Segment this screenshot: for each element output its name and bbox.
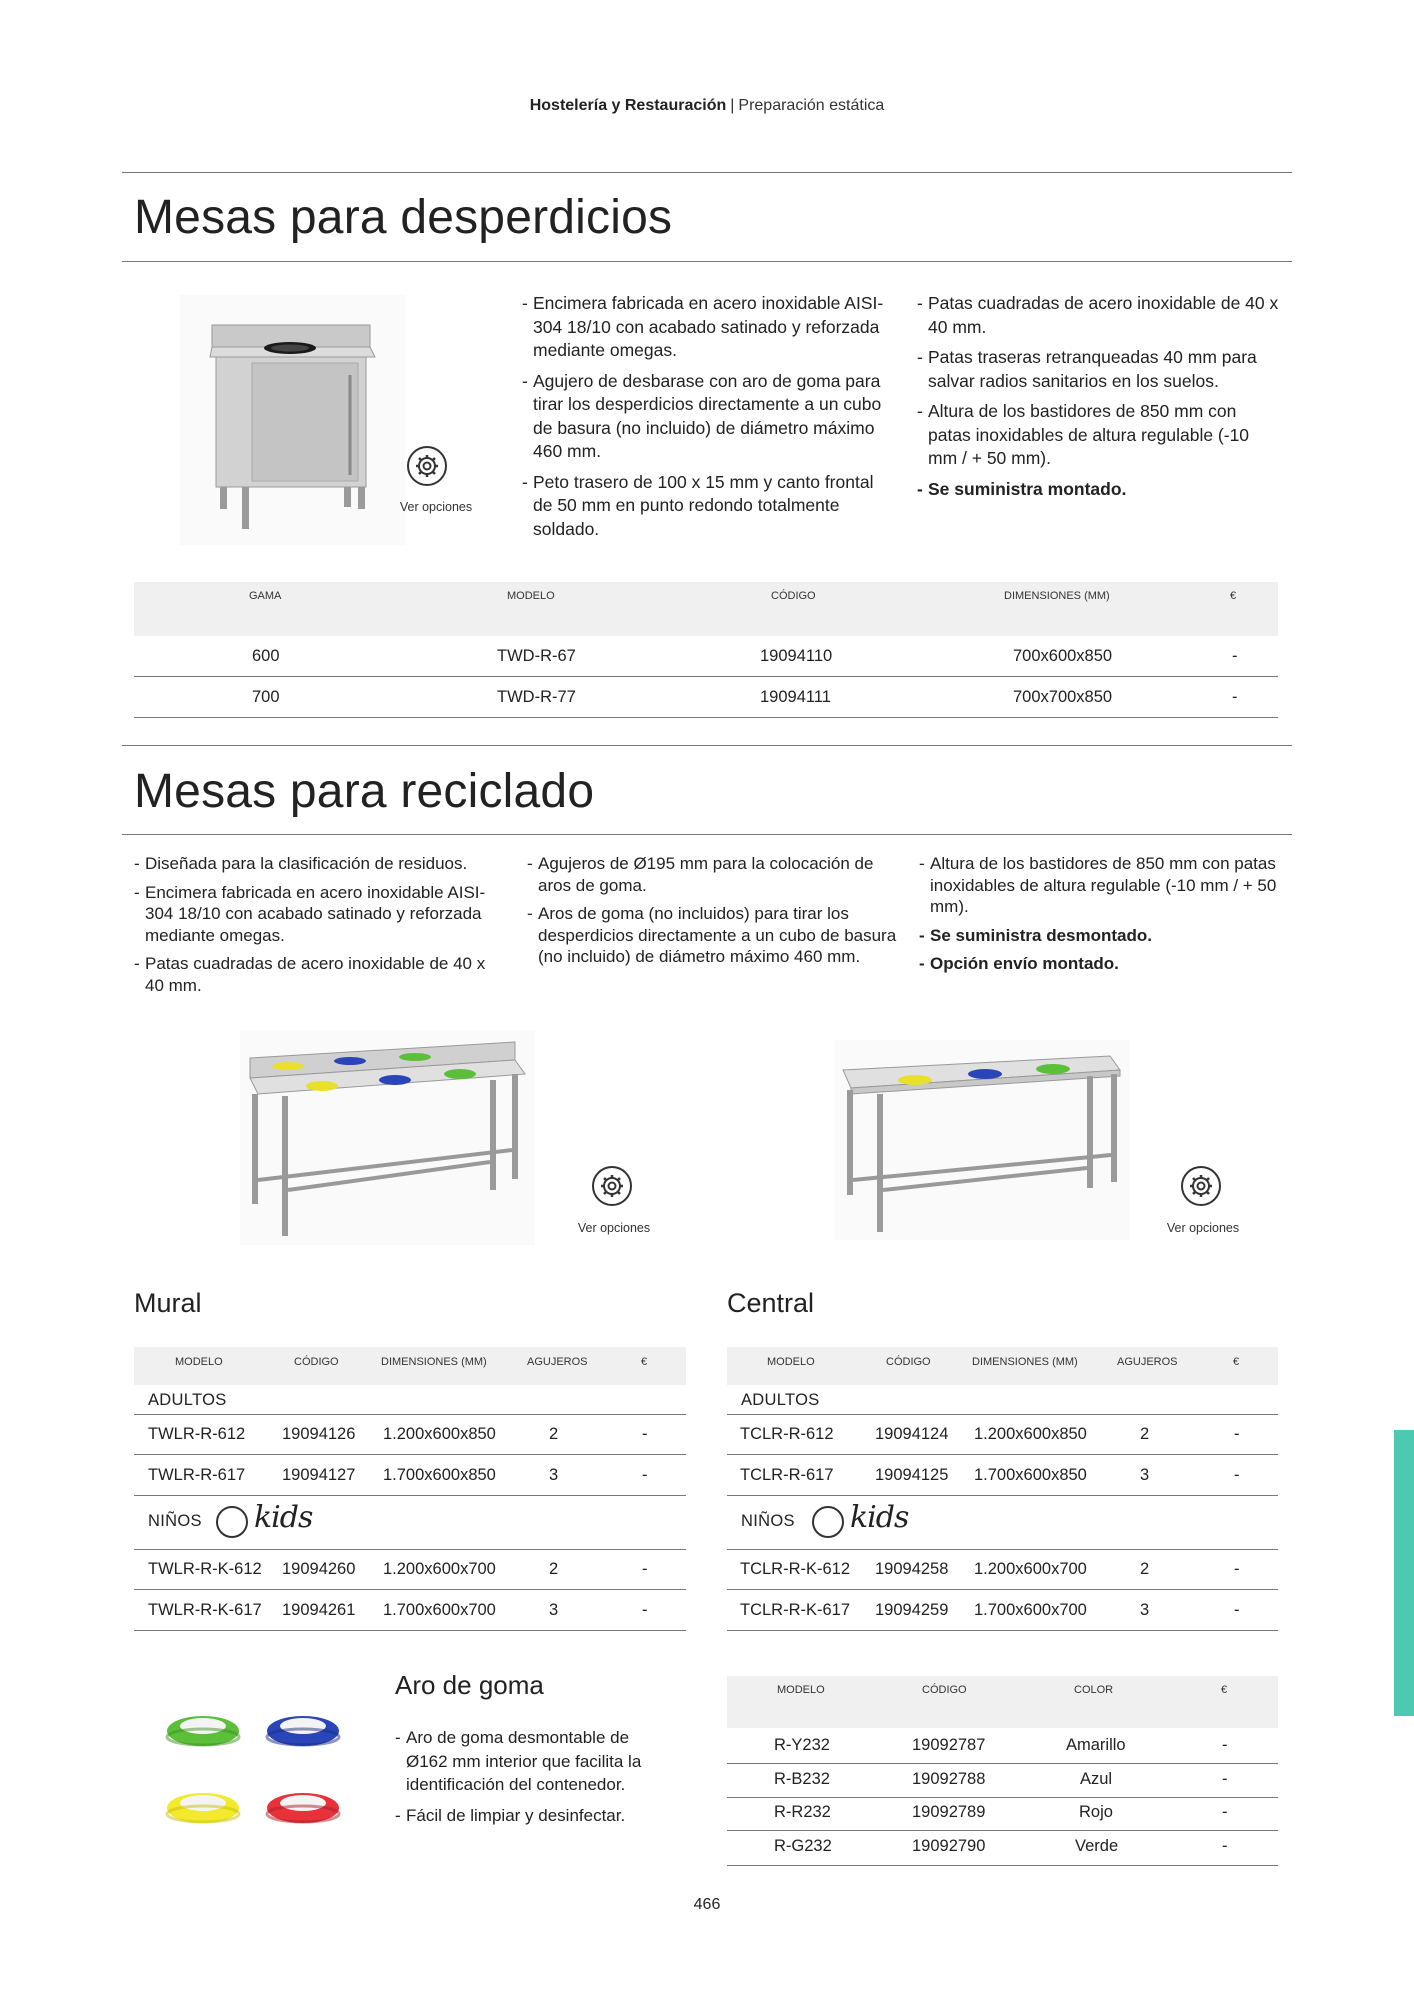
- th-dimensiones: DIMENSIONES (MM): [972, 1356, 1078, 1368]
- table-cell: -: [1234, 1601, 1240, 1619]
- table-cell: 19094110: [760, 647, 833, 665]
- options-label-mural[interactable]: Ver opciones: [577, 1221, 651, 1235]
- table-cell: TCLR-R-K-612: [740, 1560, 851, 1578]
- table-cell: -: [642, 1425, 648, 1443]
- table-cell: -: [642, 1601, 648, 1619]
- table-cell: 2: [549, 1425, 559, 1443]
- section1-features-col1: [522, 292, 894, 548]
- th-precio: €: [641, 1356, 648, 1368]
- header-subcategory: Preparación estática: [738, 97, 885, 114]
- table-cell: -: [1222, 1736, 1228, 1754]
- th-codigo: CÓDIGO: [771, 590, 816, 602]
- table-cell: 3: [1140, 1601, 1150, 1619]
- table-cell: 19094260: [282, 1560, 356, 1578]
- feature-item: - Altura de los bastidores de 850 mm con patas inoxidables de altura regulable (-10 mm / + 50 mm).: [917, 400, 1282, 471]
- th-codigo: CÓDIGO: [922, 1684, 967, 1696]
- table-cell: -: [1222, 1837, 1228, 1855]
- group-ninos: NIÑOS: [148, 1512, 202, 1530]
- mural-table-image: [240, 1030, 535, 1245]
- options-label-central[interactable]: Ver opciones: [1166, 1221, 1240, 1235]
- table-cell: TWD-R-67: [497, 647, 576, 665]
- row-divider: [727, 1630, 1278, 1631]
- table-cell: 1.700x600x850: [974, 1466, 1087, 1484]
- table-cell: -: [1234, 1466, 1240, 1484]
- row-divider: [134, 1454, 686, 1455]
- table-cell: 700: [252, 688, 280, 706]
- th-agujeros: AGUJEROS: [1117, 1356, 1178, 1368]
- table-cell: 19094258: [875, 1560, 949, 1578]
- table-cell: 19092788: [912, 1770, 986, 1788]
- options-button-central[interactable]: [1181, 1166, 1221, 1206]
- table-cell: -: [1234, 1425, 1240, 1443]
- row-divider: [727, 1414, 1278, 1415]
- feature-item: - Aros de goma (no incluidos) para tirar los desperdicios directamente a un cubo de basura (no incluido) de diámetro máximo 460 mm.: [527, 903, 897, 968]
- feature-item: - Altura de los bastidores de 850 mm con patas inoxidables de altura regulable (-10 mm / + 50 mm).: [919, 853, 1281, 918]
- table-cell: Verde: [1075, 1837, 1119, 1855]
- table-cell: 1.700x600x700: [383, 1601, 496, 1619]
- table-cell: 1.700x600x700: [974, 1601, 1087, 1619]
- table-cell: 3: [1140, 1466, 1150, 1484]
- table-cell: -: [1232, 688, 1238, 706]
- table-cell: -: [1232, 647, 1238, 665]
- gear-icon: [599, 1173, 625, 1199]
- group-ninos: NIÑOS: [741, 1512, 795, 1530]
- feature-item-bold: - Se suministra desmontado.: [919, 925, 1281, 947]
- table-cell: 1.200x600x700: [383, 1560, 496, 1578]
- table-cell: TWLR-R-612: [148, 1425, 246, 1443]
- section1-bottom-rule: [122, 261, 1292, 262]
- table-cell: -: [642, 1466, 648, 1484]
- th-modelo: MODELO: [507, 590, 555, 602]
- section2-top-rule: [122, 745, 1292, 746]
- table-cell: 19094124: [875, 1425, 949, 1443]
- table-cell: 1.700x600x850: [383, 1466, 496, 1484]
- row-divider: [727, 1830, 1278, 1831]
- feature-item: - Aro de goma desmontable de Ø162 mm interior que facilita la identificación del contenedor.: [395, 1726, 660, 1797]
- table-cell: 2: [1140, 1560, 1150, 1578]
- table-cell: 19092787: [912, 1736, 986, 1754]
- table-cell: -: [1222, 1803, 1228, 1821]
- table-cell: -: [1234, 1560, 1240, 1578]
- row-divider: [727, 1495, 1278, 1496]
- table-cell: 2: [1140, 1425, 1150, 1443]
- table-cell: Amarillo: [1066, 1736, 1126, 1754]
- table-cell: -: [1222, 1770, 1228, 1788]
- row-divider: [727, 1797, 1278, 1798]
- th-modelo: MODELO: [767, 1356, 815, 1368]
- th-dimensiones: DIMENSIONES (MM): [381, 1356, 487, 1368]
- row-divider: [727, 1763, 1278, 1764]
- row-divider: [727, 1454, 1278, 1455]
- row-divider: [727, 1865, 1278, 1866]
- table-cell: 19094111: [760, 688, 831, 706]
- section1-features-col2: [917, 292, 1282, 508]
- row-divider: [134, 1589, 686, 1590]
- table-cell: 19094126: [282, 1425, 356, 1443]
- group-adultos: ADULTOS: [148, 1391, 227, 1409]
- kids-face-icon: [216, 1506, 248, 1538]
- feature-item: - Patas cuadradas de acero inoxidable de 40 x 40 mm.: [134, 953, 494, 996]
- feature-item: - Patas traseras retranqueadas 40 mm para salvar radios sanitarios en los suelos.: [917, 346, 1282, 393]
- table-cell: 700x600x850: [1013, 647, 1113, 665]
- table-cell: 19094261: [282, 1601, 356, 1619]
- feature-item-bold: - Opción envío montado.: [919, 953, 1281, 975]
- section2-bottom-rule: [122, 834, 1292, 835]
- options-button-waste[interactable]: [407, 446, 447, 486]
- gear-icon: [414, 453, 440, 479]
- table-cell: TWD-R-77: [497, 688, 576, 706]
- header-separator: |: [730, 97, 735, 114]
- table-cell: R-B232: [774, 1770, 830, 1788]
- th-precio: €: [1230, 590, 1237, 602]
- table-cell: R-G232: [774, 1837, 832, 1855]
- th-agujeros: AGUJEROS: [527, 1356, 588, 1368]
- table-cell: TWLR-R-K-617: [148, 1601, 262, 1619]
- options-label-waste[interactable]: Ver opciones: [399, 500, 473, 514]
- table-cell: 19092789: [912, 1803, 986, 1821]
- aro-title: Aro de goma: [395, 1670, 544, 1700]
- feature-item: - Agujeros de Ø195 mm para la colocación de aros de goma.: [527, 853, 897, 896]
- feature-item: - Agujero de desbarase con aro de goma para tirar los desperdicios directamente a un cubo de basura (no incluido) de diámetro máximo 460 mm.: [522, 370, 894, 464]
- table-cell: TWLR-R-K-612: [148, 1560, 262, 1578]
- section1-title: Mesas para desperdicios: [134, 191, 673, 244]
- table-cell: -: [642, 1560, 648, 1578]
- feature-item: - Peto trasero de 100 x 15 mm y canto frontal de 50 mm en punto redondo totalmente soldado.: [522, 471, 894, 542]
- table-cell: 19094125: [875, 1466, 949, 1484]
- th-modelo: MODELO: [777, 1684, 825, 1696]
- table-cell: 1.200x600x700: [974, 1560, 1087, 1578]
- central-title: Central: [727, 1288, 815, 1318]
- table-cell: 3: [549, 1601, 559, 1619]
- central-table-image: [835, 1040, 1130, 1240]
- table-cell: 1.200x600x850: [383, 1425, 496, 1443]
- feature-item: - Encimera fabricada en acero inoxidable AISI-304 18/10 con acabado satinado y reforzada mediante omegas.: [134, 882, 494, 947]
- kids-face-icon: [812, 1506, 844, 1538]
- row-divider: [134, 1549, 686, 1550]
- section-side-tab: [1394, 1430, 1414, 1716]
- row-divider: [134, 1495, 686, 1496]
- header-category: Hostelería y Restauración: [529, 97, 727, 114]
- row-divider: [134, 1414, 686, 1415]
- th-color: COLOR: [1074, 1684, 1114, 1696]
- section2-features-col2: [527, 853, 897, 975]
- table-cell: R-R232: [774, 1803, 831, 1821]
- ring-green: [167, 1716, 239, 1746]
- row-divider: [727, 1589, 1278, 1590]
- th-precio: €: [1221, 1684, 1228, 1696]
- feature-item-bold: - Se suministra montado.: [917, 478, 1282, 502]
- page-header: [0, 97, 1414, 115]
- options-button-mural[interactable]: [592, 1166, 632, 1206]
- feature-item: - Encimera fabricada en acero inoxidable AISI-304 18/10 con acabado satinado y reforzada mediante omegas.: [522, 292, 894, 363]
- kids-logo: kids: [850, 1500, 909, 1535]
- table-cell: Rojo: [1079, 1803, 1113, 1821]
- th-codigo: CÓDIGO: [294, 1356, 339, 1368]
- row-divider: [134, 1630, 686, 1631]
- row-divider: [727, 1549, 1278, 1550]
- ring-red: [267, 1793, 339, 1823]
- row-divider: [134, 717, 1278, 718]
- waste-table-image: [180, 295, 405, 545]
- section2-title: Mesas para reciclado: [134, 765, 595, 818]
- section2-features-col1: [134, 853, 494, 1003]
- table-cell: 19094127: [282, 1466, 356, 1484]
- row-divider: [134, 676, 1278, 677]
- table-cell: TCLR-R-617: [740, 1466, 834, 1484]
- section2-features-col3: [919, 853, 1281, 982]
- feature-item: - Fácil de limpiar y desinfectar.: [395, 1804, 660, 1828]
- table-cell: 700x700x850: [1013, 688, 1113, 706]
- table-cell: 19092790: [912, 1837, 986, 1855]
- table-cell: R-Y232: [774, 1736, 830, 1754]
- rubber-rings-image: [150, 1695, 360, 1845]
- table-cell: 600: [252, 647, 280, 665]
- table-cell: 3: [549, 1466, 559, 1484]
- table-cell: TCLR-R-612: [740, 1425, 834, 1443]
- kids-logo: kids: [254, 1500, 313, 1535]
- group-adultos: ADULTOS: [741, 1391, 820, 1409]
- gear-icon: [1188, 1173, 1214, 1199]
- section1-top-rule: [122, 172, 1292, 173]
- table-cell: 1.200x600x850: [974, 1425, 1087, 1443]
- feature-item: - Patas cuadradas de acero inoxidable de 40 x 40 mm.: [917, 292, 1282, 339]
- mural-title: Mural: [134, 1288, 202, 1318]
- table-cell: 19094259: [875, 1601, 949, 1619]
- page-number: 466: [693, 1896, 721, 1913]
- th-precio: €: [1233, 1356, 1240, 1368]
- aro-features: [395, 1726, 660, 1834]
- th-dimensiones: DIMENSIONES (MM): [1004, 590, 1110, 602]
- table-cell: TWLR-R-617: [148, 1466, 246, 1484]
- table-cell: 2: [549, 1560, 559, 1578]
- th-codigo: CÓDIGO: [886, 1356, 931, 1368]
- feature-item: - Diseñada para la clasificación de residuos.: [134, 853, 494, 875]
- ring-blue: [267, 1716, 339, 1746]
- ring-yellow: [167, 1793, 239, 1823]
- table-cell: TCLR-R-K-617: [740, 1601, 851, 1619]
- th-modelo: MODELO: [175, 1356, 223, 1368]
- table-cell: Azul: [1080, 1770, 1113, 1788]
- th-gama: GAMA: [249, 590, 282, 602]
